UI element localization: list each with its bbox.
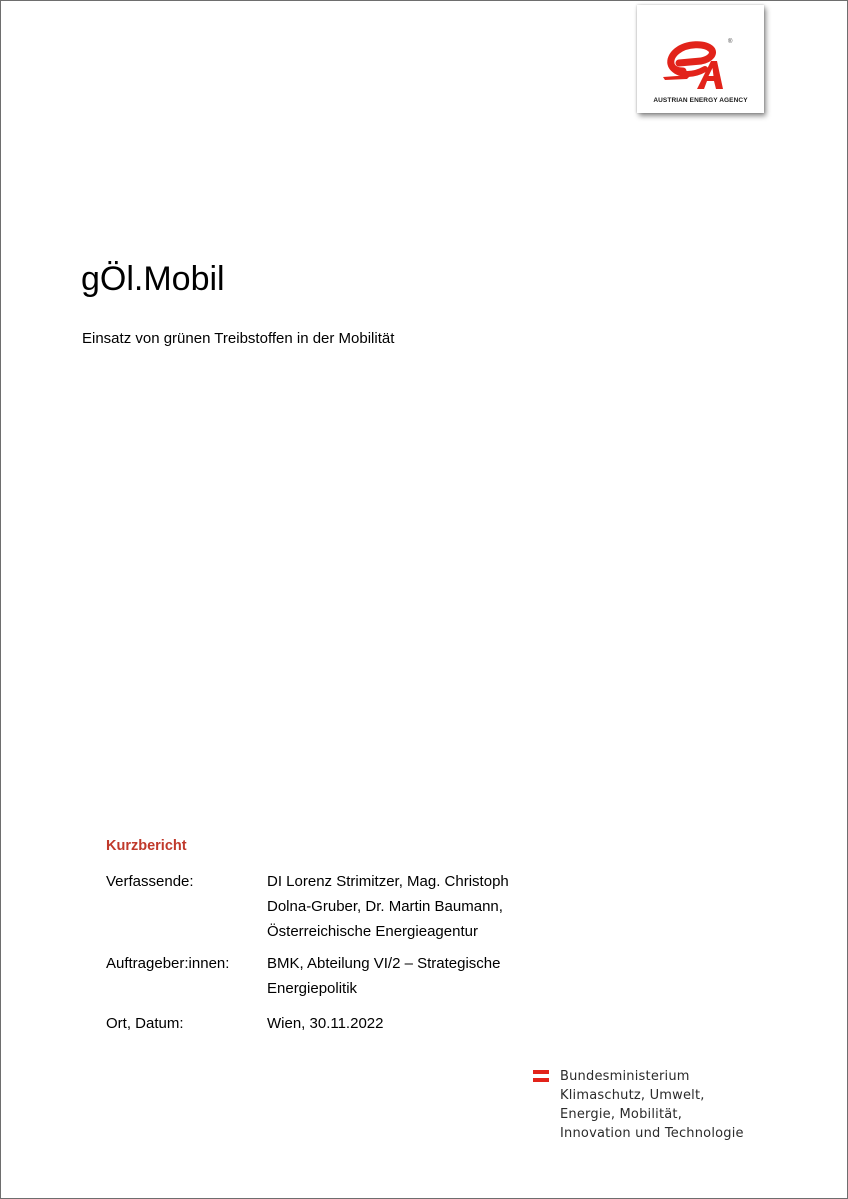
document-title: gÖl.Mobil bbox=[81, 260, 225, 298]
client-label: Auftrageber:innen: bbox=[106, 955, 230, 972]
place-date-value bbox=[267, 1011, 542, 1036]
authors-label: Verfassende: bbox=[106, 873, 194, 890]
austrian-flag-icon bbox=[533, 1070, 549, 1083]
logo-caption: AUSTRIAN ENERGY AGENCY bbox=[653, 97, 748, 104]
ministry-line: Bundesministerium bbox=[560, 1069, 690, 1084]
ministry-line: Innovation und Technologie bbox=[560, 1126, 744, 1141]
authors-line: Österreichische Energieagentur bbox=[267, 923, 478, 940]
ministry-name bbox=[560, 1067, 744, 1143]
ministry-line: Klimaschutz, Umwelt, bbox=[560, 1088, 705, 1103]
registered-mark: ® bbox=[728, 39, 733, 45]
document-subtitle: Einsatz von grünen Treibstoffen in der Mobilität bbox=[82, 330, 395, 347]
authors-line: Dolna-Gruber, Dr. Martin Baumann, bbox=[267, 898, 503, 915]
ministry-line: Energie, Mobilität, bbox=[560, 1107, 683, 1122]
client-line: Energiepolitik bbox=[267, 980, 358, 997]
place-date-line: Wien, 30.11.2022 bbox=[267, 1015, 384, 1032]
austrian-energy-agency-logo bbox=[637, 5, 764, 113]
place-date-label: Ort, Datum: bbox=[106, 1015, 184, 1032]
authors-value bbox=[267, 869, 542, 944]
authors-line: DI Lorenz Strimitzer, Mag. Christoph bbox=[267, 873, 509, 890]
report-type-label: Kurzbericht bbox=[106, 838, 187, 854]
client-value bbox=[267, 951, 542, 1001]
client-line: BMK, Abteilung VI/2 – Strategische bbox=[267, 955, 501, 972]
